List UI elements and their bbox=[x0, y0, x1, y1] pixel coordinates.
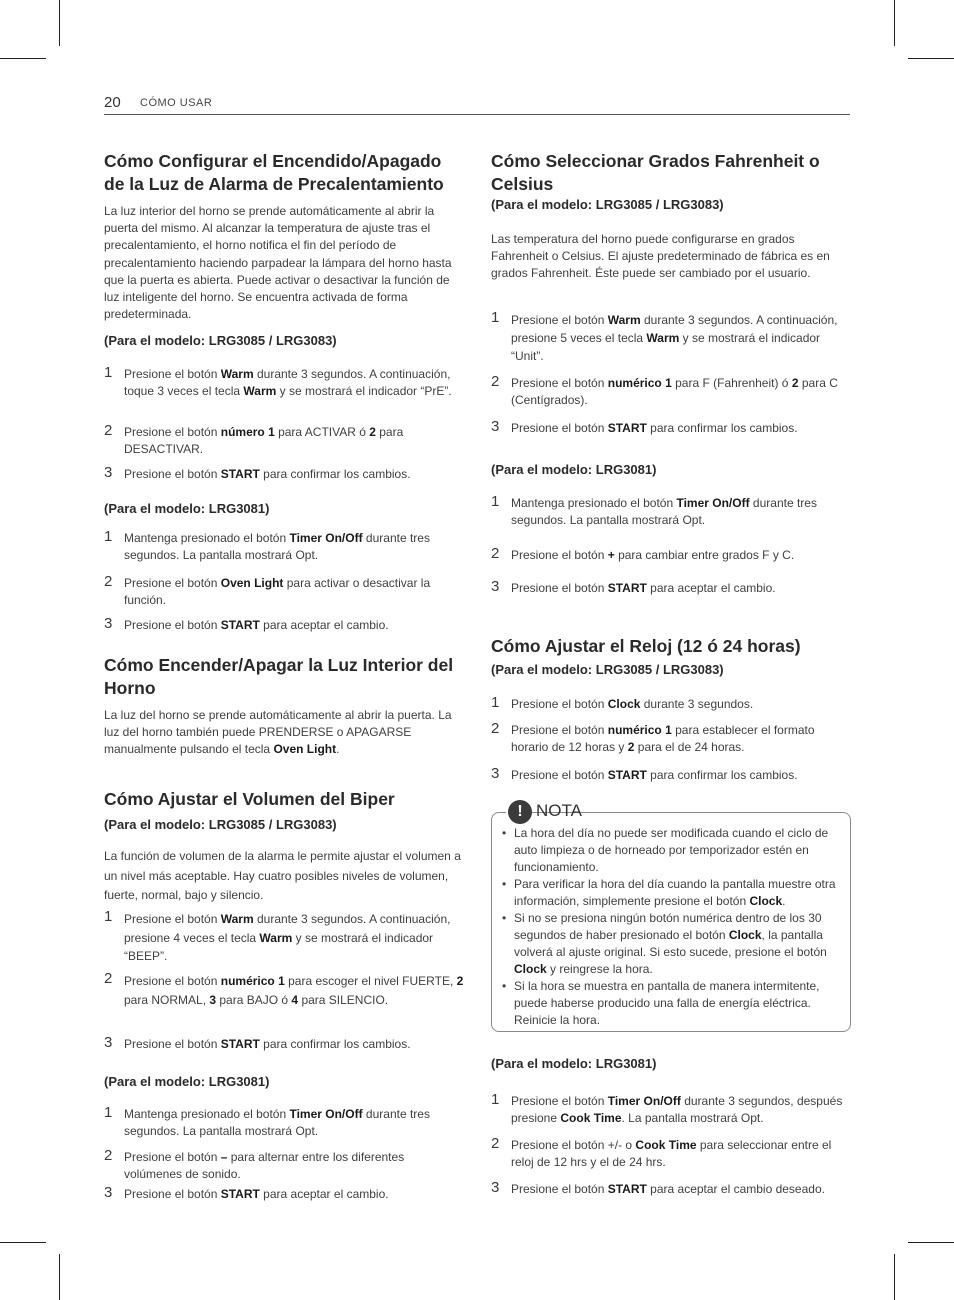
note-item: • La hora del día no puede ser modificada cuando el ciclo de auto limpieza o de horneado por temporizador estén en funcionamiento. bbox=[502, 825, 837, 876]
note-header bbox=[506, 799, 582, 825]
note-item: • Si no se presiona ningún botón numérica dentro de los 30 segundos de haber presionado el botón Clock, la pantalla volverá al ajuste original. Si esto sucede, presione el botón Clock y reingrese la hora. bbox=[502, 910, 837, 978]
model-label: (Para el modelo: LRG3081) bbox=[104, 1074, 270, 1089]
step: 3 Presione el botón START para aceptar el cambio deseado. bbox=[491, 1179, 825, 1196]
step: 1 Mantenga presionado el botón Timer On/Off durante tres segundos. La pantalla mostrará Opt. bbox=[104, 528, 430, 562]
paragraph-preheat-intro: La luz interior del horno se prende automáticamente al abrir la puerta del mismo. Al alcanzar la temperatura de ajuste tras el precalentamiento, el horno notifica el fin del período de precalentamiento haciendo parpadear la lámpara del horno hasta que la puerta es abierta. Puede activar o desactivar la función de luz inteligente del horno. Se encuentra activada de forma predeterminada. bbox=[104, 204, 452, 322]
model-label: (Para el modelo: LRG3081) bbox=[491, 462, 657, 477]
step: 2 Presione el botón Oven Light para activar o desactivar la función. bbox=[104, 573, 431, 607]
heading-clock: Cómo Ajustar el Reloj (12 ó 24 horas) bbox=[491, 636, 801, 656]
heading-preheat-light: Cómo Configurar el Encendido/Apagado de la Luz de Alarma de Precalentamiento bbox=[104, 151, 444, 194]
section-label: CÓMO USAR bbox=[140, 97, 213, 109]
step: 3 Presione el botón START para confirmar los cambios. bbox=[104, 464, 411, 481]
model-label: (Para el modelo: LRG3081) bbox=[491, 1056, 657, 1071]
step: 3 Presione el botón START para confirmar los cambios. bbox=[491, 418, 798, 435]
paragraph-units-intro: Las temperatura del horno puede configurarse en grados Fahrenheit o Celsius. El ajuste predeterminado de fábrica es en grados Fahrenheit. Éste puede ser cambiado por el usuario. bbox=[491, 232, 830, 281]
heading-oven-light: Cómo Encender/Apagar la Luz Interior del Horno bbox=[104, 655, 454, 698]
step: 2 Presione el botón +/- o Cook Time para seleccionar entre el reloj de 12 hrs y el de 24 hrs. bbox=[491, 1135, 832, 1169]
step: 1 Mantenga presionado el botón Timer On/Off durante tres segundos. La pantalla mostrará Opt. bbox=[491, 493, 817, 527]
note-title: NOTA bbox=[536, 801, 582, 820]
crop-mark bbox=[908, 1242, 954, 1243]
page-header bbox=[104, 94, 850, 115]
step: 2 Presione el botón – para alternar entre los diferentes volúmenes de sonido. bbox=[104, 1147, 405, 1181]
step: 2 Presione el botón + para cambiar entre grados F y C. bbox=[491, 545, 795, 562]
note-list bbox=[502, 825, 837, 1029]
step: 1 Presione el botón Timer On/Off durante 3 segundos, después presione Cook Time. La pantalla mostrará Opt. bbox=[491, 1091, 843, 1125]
paragraph-beeper-intro: La función de volumen de la alarma le permite ajustar el volumen a un nivel más aceptable. Hay cuatro posibles niveles de volumen, fuerte, normal, bajo y silencio. bbox=[104, 849, 461, 902]
crop-mark bbox=[0, 58, 46, 59]
note-box bbox=[491, 801, 851, 1032]
step: 1 Presione el botón Warm durante 3 segundos. A continuación, presione 5 veces el tecla Warm y se mostrará el indicador “Unit”. bbox=[491, 309, 838, 363]
model-label: (Para el modelo: LRG3081) bbox=[104, 501, 270, 516]
model-label: (Para el modelo: LRG3085 / LRG3083) bbox=[491, 662, 724, 677]
model-label: (Para el modelo: LRG3085 / LRG3083) bbox=[104, 333, 337, 348]
model-label: (Para el modelo: LRG3085 / LRG3083) bbox=[491, 197, 724, 212]
step: 1 Presione el botón Warm durante 3 segundos. A continuación, toque 3 veces el tecla Warm y se mostrará el indicador “PrE”. bbox=[104, 364, 452, 398]
step: 2 Presione el botón numérico 1 para F (Fahrenheit) ó 2 para C (Centígrados). bbox=[491, 373, 838, 407]
note-item: • Para verificar la hora del día cuando la pantalla muestre otra información, simplemente presione el botón Clock. bbox=[502, 876, 837, 910]
step: 2 Presione el botón número 1 para ACTIVAR ó 2 para DESACTIVAR. bbox=[104, 422, 404, 456]
step: 1 Presione el botón Clock durante 3 segundos. bbox=[491, 694, 754, 711]
paragraph-oven-light: La luz del horno se prende automáticamente al abrir la puerta. La luz del horno también puede PRENDERSE o APAGARSE manualmente pulsando el tecla Oven Light. bbox=[104, 708, 452, 757]
page-number: 20 bbox=[104, 94, 121, 111]
crop-mark bbox=[894, 0, 895, 46]
step: 2 Presione el botón numérico 1 para establecer el formato horario de 12 horas y 2 para el de 24 horas. bbox=[491, 720, 815, 754]
note-item: • Si la hora se muestra en pantalla de manera intermitente, puede haberse producido una falla de energía eléctrica. Reinicie la hora. bbox=[502, 978, 837, 1029]
step: 1 Presione el botón Warm durante 3 segundos. A continuación, presione 4 veces el tecla Warm y se mostrará el indicador “BEEP”. bbox=[104, 908, 451, 963]
crop-mark bbox=[908, 58, 954, 59]
step: 2 Presione el botón numérico 1 para escoger el nivel FUERTE, 2 para NORMAL, 3 para BAJO ó 4 para SILENCIO. bbox=[104, 970, 464, 1007]
step: 3 Presione el botón START para aceptar el cambio. bbox=[104, 615, 389, 632]
heading-beeper-volume: Cómo Ajustar el Volumen del Biper bbox=[104, 789, 395, 809]
step: 1 Mantenga presionado el botón Timer On/Off durante tres segundos. La pantalla mostrará Opt. bbox=[104, 1104, 430, 1138]
crop-mark bbox=[0, 1242, 46, 1243]
model-label: (Para el modelo: LRG3085 / LRG3083) bbox=[104, 817, 337, 832]
crop-mark bbox=[59, 1254, 60, 1300]
step: 3 Presione el botón START para confirmar los cambios. bbox=[104, 1034, 411, 1051]
crop-mark bbox=[59, 0, 60, 46]
crop-mark bbox=[894, 1254, 895, 1300]
heading-fahrenheit-celsius: Cómo Seleccionar Grados Fahrenheit o Celsius bbox=[491, 151, 820, 194]
exclamation-icon: ! bbox=[508, 800, 532, 824]
step: 3 Presione el botón START para confirmar los cambios. bbox=[491, 765, 798, 782]
step: 3 Presione el botón START para aceptar el cambio. bbox=[491, 578, 776, 595]
step: 3 Presione el botón START para aceptar el cambio. bbox=[104, 1184, 389, 1201]
